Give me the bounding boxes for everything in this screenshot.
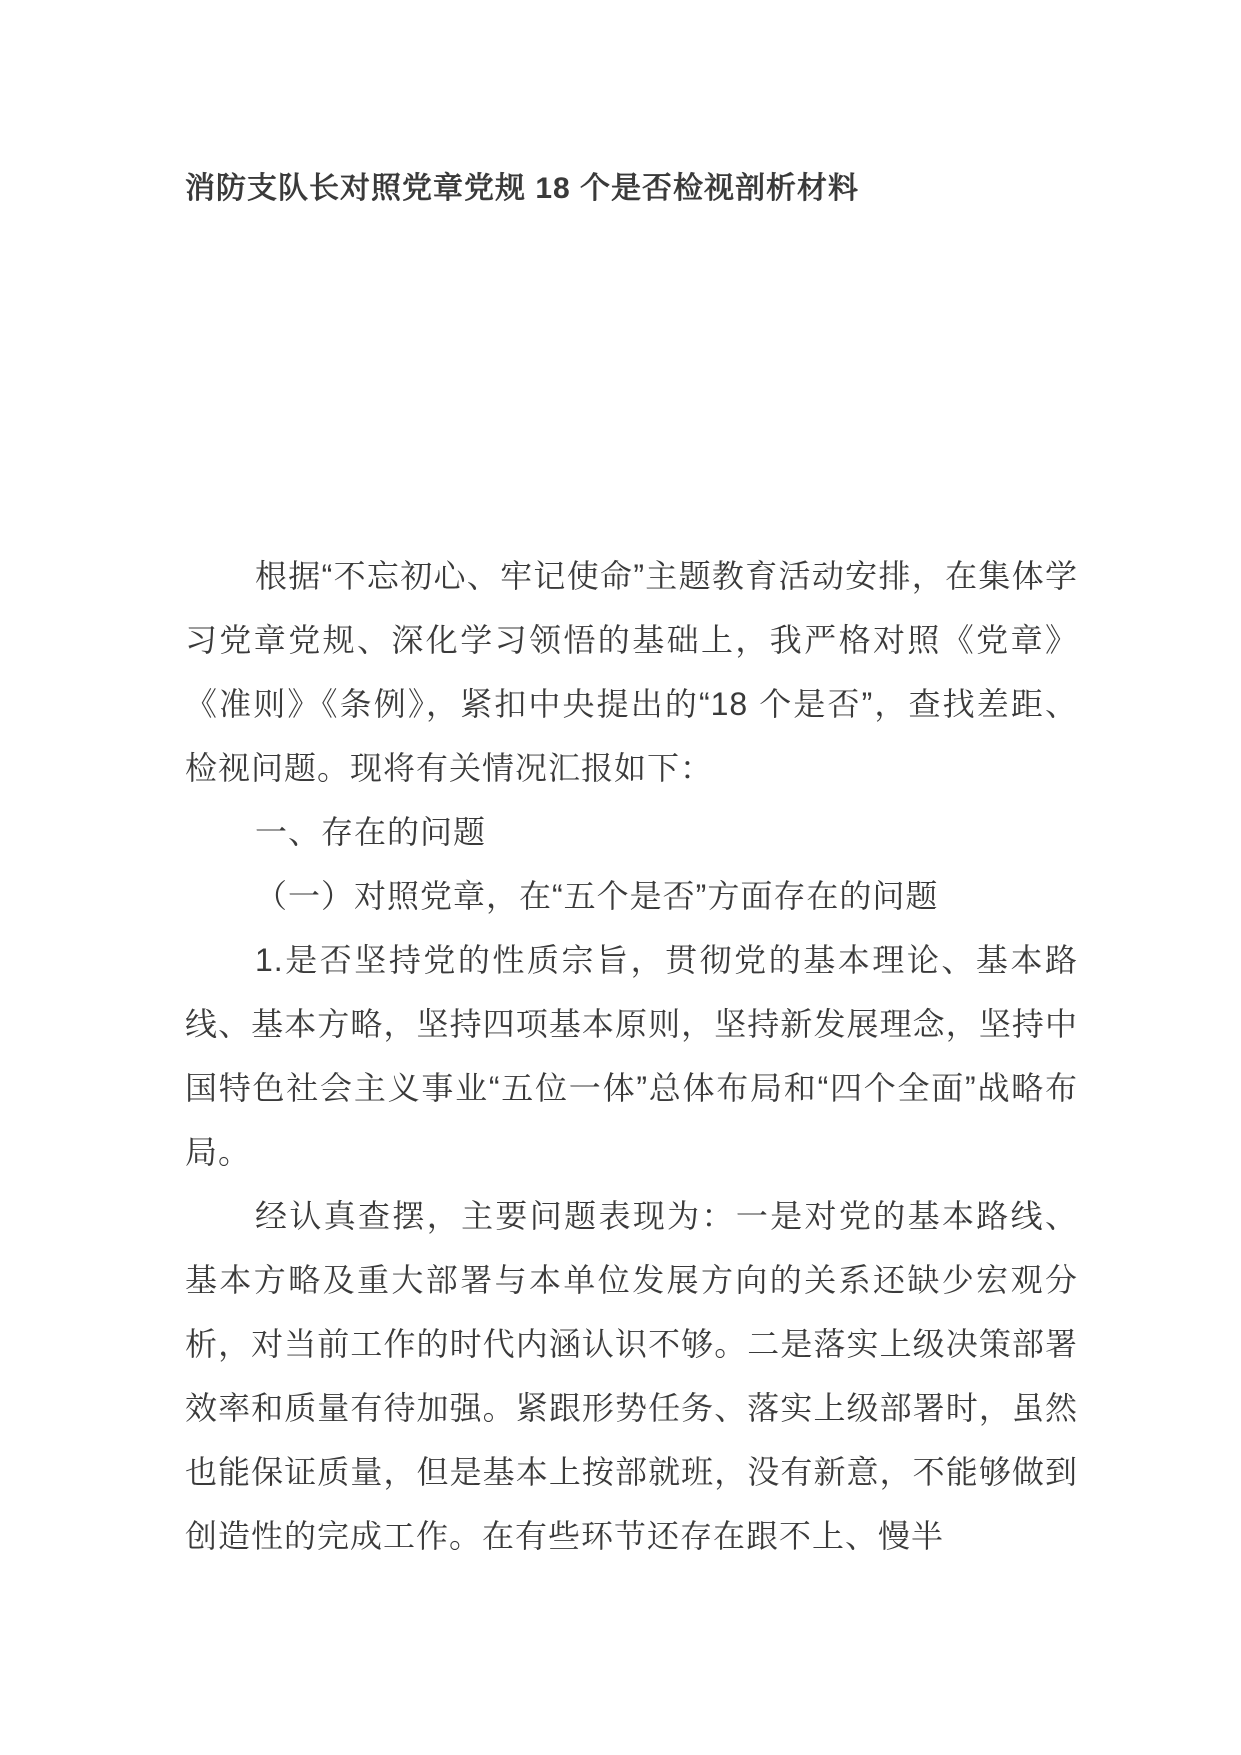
paragraph-intro: 根据“不忘初心、牢记使命”主题教育活动安排，在集体学习党章党规、深化学习领悟的基础上，我严格对照《党章》《准则》《条例》，紧扣中央提出的“18 个是否”，查找差距、检视问题。现将有关情况汇报如下： (185, 558, 1078, 786)
document-title: 消防支队长对照党章党规 18 个是否检视剖析材料 (185, 172, 860, 205)
document-content (185, 168, 1078, 1568)
heading-subsection-one: （一）对照党章，在“五个是否”方面存在的问题 (255, 878, 939, 914)
heading-section-one: 一、存在的问题 (255, 814, 487, 850)
paragraph-analysis: 经认真查摆，主要问题表现为：一是对党的基本路线、基本方略及重大部署与本单位发展方向的关系还缺少宏观分析，对当前工作的时代内涵认识不够。二是落实上级决策部署效率和质量有待加强。紧跟形势任务、落实上级部署时，虽然也能保证质量，但是基本上按部就班，没有新意，不能够做到创造性的完成工作。在有些环节还存在跟不上、慢半 (185, 1198, 1078, 1554)
document-body (185, 544, 1078, 1568)
paragraph-item-1: 1.是否坚持党的性质宗旨，贯彻党的基本理论、基本路线、基本方略，坚持四项基本原则，坚持新发展理念，坚持中国特色社会主义事业“五位一体”总体布局和“四个全面”战略布局。 (185, 942, 1078, 1170)
